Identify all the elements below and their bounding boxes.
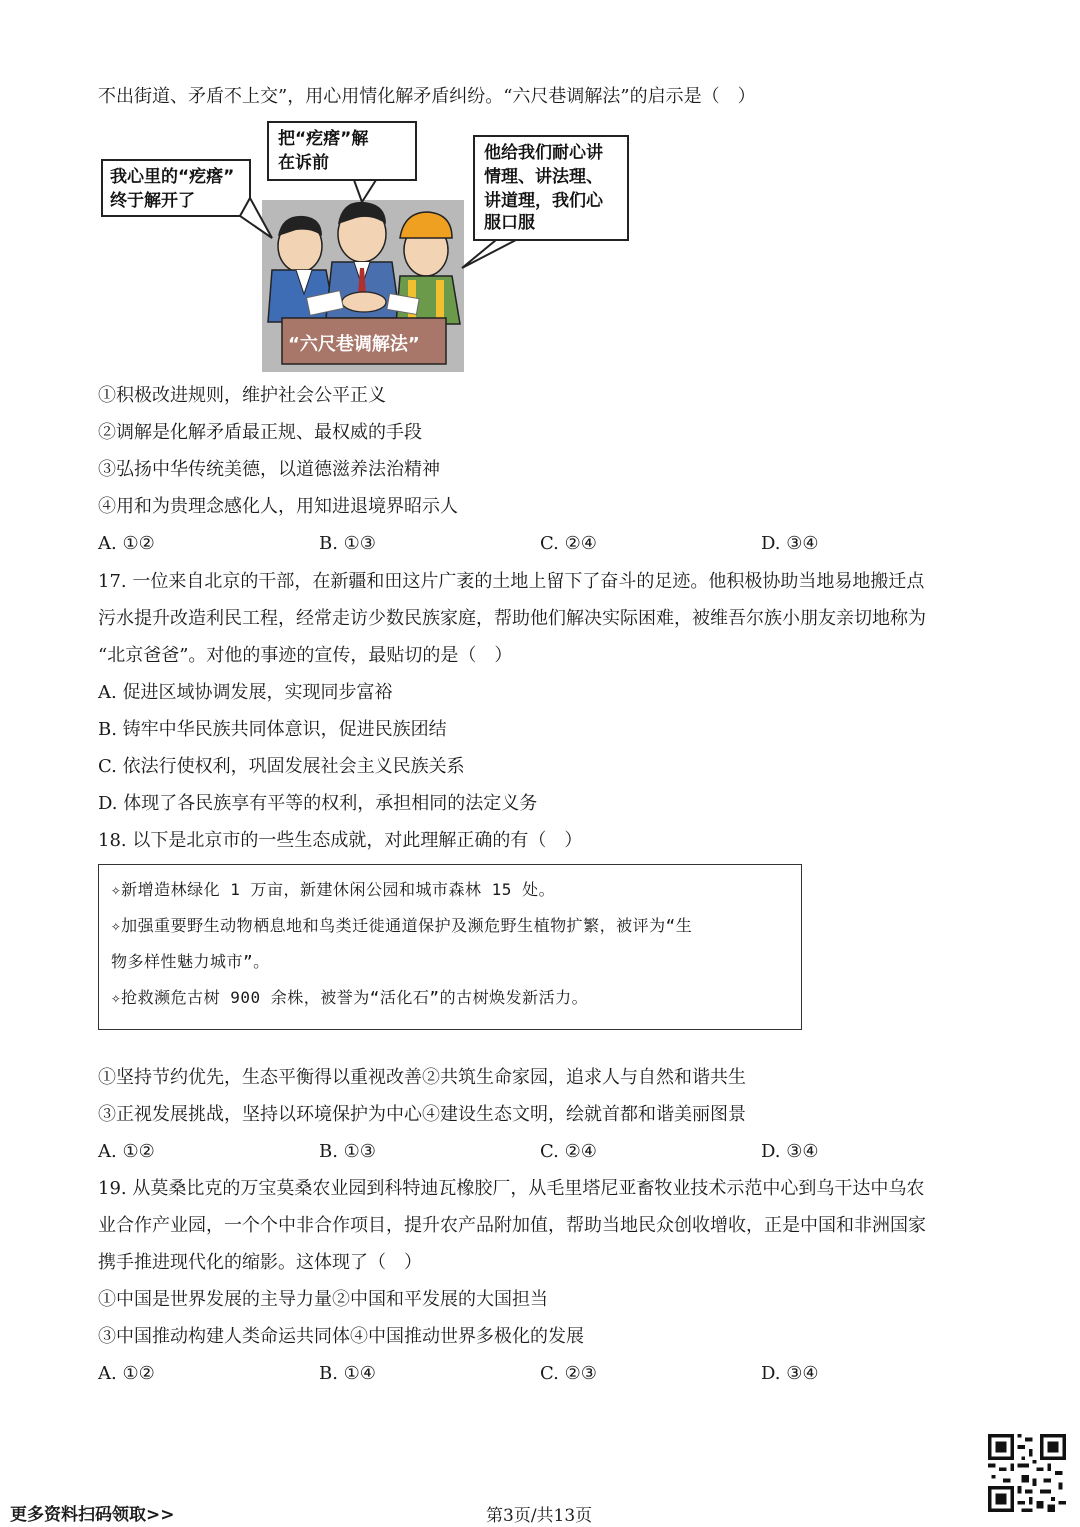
q17-option-c[interactable]: C. 依法行使权利，巩固发展社会主义民族关系	[98, 756, 465, 777]
q18-box-line-3: 物多样性魅力城市”。	[111, 952, 270, 971]
page-number: 第3页/共13页	[486, 1506, 593, 1526]
q16-option-a[interactable]: A. ①②	[98, 533, 155, 554]
intro-line: 不出街道、矛盾不上交”，用心用情化解矛盾纠纷。“六尺巷调解法”的启示是（ ）	[98, 86, 756, 107]
bubble-left-line-2: 终于解开了	[110, 191, 195, 211]
q18-box-line-4: ✧抢救濒危古树 900 余株，被誉为“活化石”的古树焕发新活力。	[111, 988, 589, 1007]
qr-code-icon[interactable]	[988, 1434, 1066, 1512]
q18-option-c[interactable]: C. ②④	[540, 1141, 597, 1162]
q18-box-line-1: ✧新增造林绿化 1 万亩，新建休闲公园和城市森林 15 处。	[111, 880, 556, 899]
q17-stem-line-3: “北京爸爸”。对他的事迹的宣传，最贴切的是（ ）	[98, 645, 513, 666]
bubble-left-line-1: 我心里的“疙瘩”	[110, 167, 235, 187]
q18-option-a[interactable]: A. ①②	[98, 1141, 155, 1162]
desk-label: “六尺巷调解法”	[288, 334, 420, 355]
q16-statement-4: ④用和为贵理念感化人，用知进退境界昭示人	[98, 496, 458, 517]
q17-stem-line-2: 污水提升改造利民工程，经常走访少数民族家庭，帮助他们解决实际困难，被维吾尔族小朋友亲切地称为	[98, 608, 926, 629]
q18-statements-line-1: ①坚持节约优先，生态平衡得以重视改善②共筑生命家园，追求人与自然和谐共生	[98, 1067, 746, 1088]
q18-option-d[interactable]: D. ③④	[761, 1141, 819, 1162]
q17-option-a[interactable]: A. 促进区域协调发展，实现同步富裕	[98, 682, 393, 703]
bubble-middle-line-2: 在诉前	[278, 153, 329, 173]
q19-stem-line-2: 业合作产业园，一个个中非合作项目，提升农产品附加值，帮助当地民众创收增收，正是中国和非洲国家	[98, 1215, 926, 1236]
bubble-right-line-4: 服口服	[484, 213, 535, 233]
q16-option-d[interactable]: D. ③④	[761, 533, 819, 554]
q17-option-d[interactable]: D. 体现了各民族享有平等的权利，承担相同的法定义务	[98, 793, 538, 814]
bubble-right-line-3: 讲道理，我们心	[484, 191, 603, 211]
q19-option-a[interactable]: A. ①②	[98, 1363, 155, 1384]
q16-statement-3: ③弘扬中华传统美德，以道德滋养法治精神	[98, 459, 440, 480]
q19-option-d[interactable]: D. ③④	[761, 1363, 819, 1384]
q19-option-b[interactable]: B. ①④	[319, 1363, 376, 1384]
q16-statement-1: ①积极改进规则，维护社会公平正义	[98, 385, 386, 406]
q18-option-b[interactable]: B. ①③	[319, 1141, 376, 1162]
q19-stem-line-1: 19. 从莫桑比克的万宝莫桑农业园到科特迪瓦橡胶厂，从毛里塔尼亚畜牧业技术示范中心到乌干达中乌农	[98, 1178, 925, 1199]
more-resources-link[interactable]: 更多资料扫码领取>>	[10, 1505, 175, 1525]
bubble-middle-line-1: 把“疙瘩”解	[278, 129, 369, 149]
bubble-right-line-2: 情理、讲法理、	[484, 167, 603, 187]
q19-stem-line-3: 携手推进现代化的缩影。这体现了（ ）	[98, 1252, 422, 1273]
q16-option-b[interactable]: B. ①③	[319, 533, 376, 554]
q19-statements-line-2: ③中国推动构建人类命运共同体④中国推动世界多极化的发展	[98, 1326, 584, 1347]
q19-statements-line-1: ①中国是世界发展的主导力量②中国和平发展的大国担当	[98, 1289, 548, 1310]
q18-info-box	[98, 864, 802, 1030]
q19-option-c[interactable]: C. ②③	[540, 1363, 597, 1384]
q16-option-c[interactable]: C. ②④	[540, 533, 597, 554]
q17-stem-line-1: 17. 一位来自北京的干部，在新疆和田这片广袤的土地上留下了奋斗的足迹。他积极协助当地易地搬迁点	[98, 571, 925, 592]
q18-stem: 18. 以下是北京市的一些生态成就，对此理解正确的有（ ）	[98, 830, 583, 851]
q18-box-line-2: ✧加强重要野生动物栖息地和鸟类迁徙通道保护及濒危野生植物扩繁，被评为“生	[111, 916, 693, 935]
q17-option-b[interactable]: B. 铸牢中华民族共同体意识，促进民族团结	[98, 719, 447, 740]
q18-statements-line-2: ③正视发展挑战，坚持以环境保护为中心④建设生态文明，绘就首都和谐美丽图景	[98, 1104, 746, 1125]
mediation-cartoon	[100, 118, 648, 374]
q16-statement-2: ②调解是化解矛盾最正规、最权威的手段	[98, 422, 422, 443]
bubble-right-line-1: 他给我们耐心讲	[484, 143, 603, 163]
